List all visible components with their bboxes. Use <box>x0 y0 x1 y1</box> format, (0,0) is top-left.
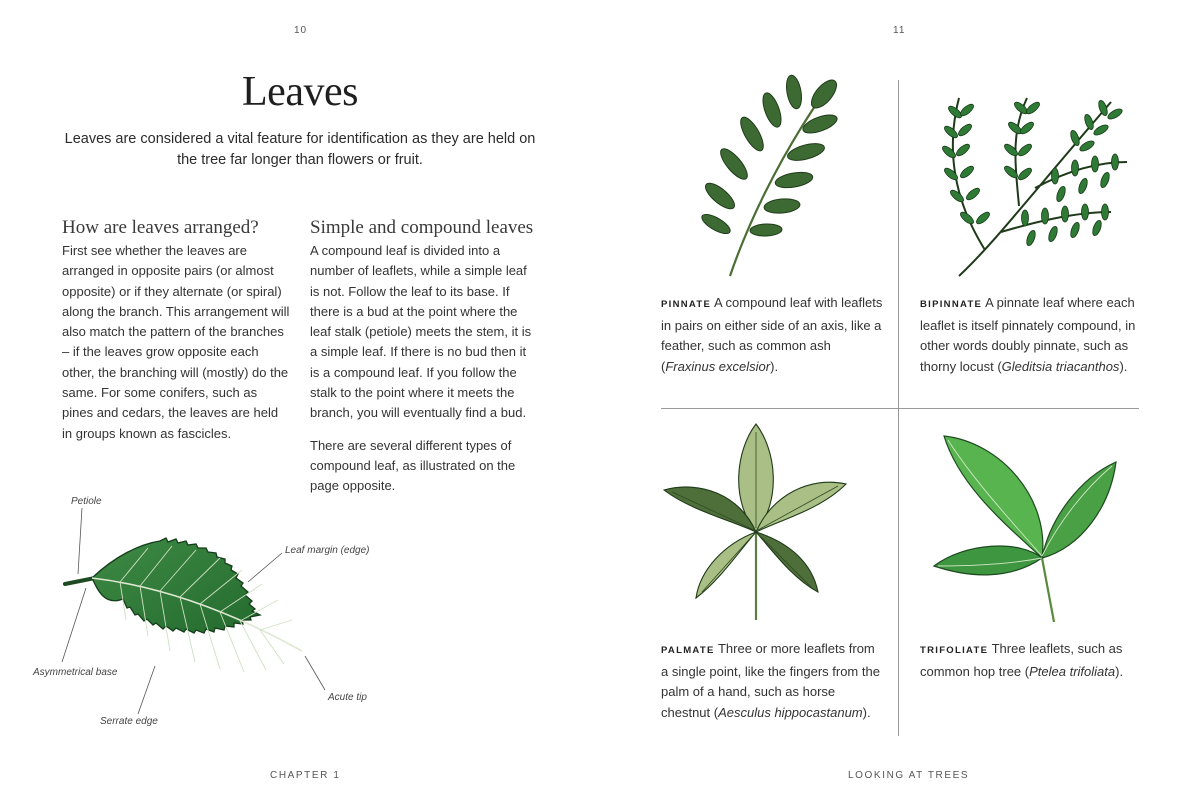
arrangement-text <box>62 241 290 444</box>
compound-paragraph-2: There are several different types of compound leaf, as illustrated on the page opposite. <box>310 437 516 494</box>
pinnate-leaf-illustration <box>690 72 850 282</box>
right-page-number: 11 <box>893 25 906 36</box>
caption-pinnate <box>661 293 885 377</box>
arrangement-paragraph: First see whether the leaves are arranged in opposite pairs (or almost opposite) or if they alternate (or spiral) along the branch. This arrangement will also match the pattern of the branches – if the leaves grow opposite each other, the branching will (mostly) do the same. For some conifers, such as pines and cedars, the leaves are held in groups known as fascicles. <box>62 243 290 441</box>
left-page-number: 10 <box>294 25 308 36</box>
bipinnate-leaf-illustration <box>915 82 1135 282</box>
species-trifoliate: Ptelea trifoliata <box>1029 663 1116 679</box>
page-title: Leaves <box>242 69 358 115</box>
end-bipinnate: ). <box>1119 358 1128 374</box>
compound-text <box>310 241 532 497</box>
end-palmate: ). <box>862 704 871 720</box>
term-bipinnate: BIPINNATE <box>920 299 983 310</box>
compound-heading: Simple and compound leaves <box>310 217 534 238</box>
species-bipinnate: Gleditsia triacanthos <box>1001 358 1120 374</box>
species-palmate: Aesculus hippocastanum <box>718 704 863 720</box>
right-footer: LOOKING AT TREES <box>848 770 970 781</box>
label-serrate-edge: Serrate edge <box>100 716 158 727</box>
palmate-leaf-illustration <box>660 420 850 620</box>
caption-trifoliate <box>920 639 1142 682</box>
simple-leaf-illustration <box>65 538 302 672</box>
desc-palmate: Three or more leaflets from a single point, like the fingers from the palm of a hand, such as horse chestnut ( <box>661 641 880 720</box>
intro-paragraph: Leaves are considered a vital feature for identification as they are held on the tree far longer than flowers or fruit. <box>64 131 536 168</box>
term-pinnate: PINNATE <box>661 299 712 310</box>
term-palmate: PALMATE <box>661 645 715 656</box>
caption-bipinnate <box>920 293 1144 377</box>
end-pinnate: ). <box>770 358 779 374</box>
horizontal-divider <box>661 408 1139 409</box>
desc-bipinnate: A pinnate leaf where each leaflet is itself pinnately compound, in other words doubly pinnate, such as thorny locust ( <box>920 295 1136 374</box>
end-trifoliate: ). <box>1115 663 1124 679</box>
caption-palmate <box>661 639 885 723</box>
label-petiole: Petiole <box>71 496 102 507</box>
label-asymmetrical-base: Asymmetrical base <box>33 667 118 678</box>
label-leaf-margin: Leaf margin (edge) <box>285 545 370 556</box>
compound-paragraph-1: A compound leaf is divided into a number of leaflets, while a simple leaf is not. Follow the leaf to its base. If there is a bud at the point where the leaf stalk (petiole) meets the stem, it is a simple leaf. If there is no bud then it is a compound leaf. If you follow the stalk to the point where it meets the branch, you will eventually find a bud. <box>310 243 532 421</box>
species-pinnate: Fraxinus excelsior <box>665 358 771 374</box>
label-acute-tip: Acute tip <box>328 692 367 703</box>
left-footer: CHAPTER 1 <box>270 770 341 781</box>
term-trifoliate: TRIFOLIATE <box>920 645 989 656</box>
desc-pinnate: A compound leaf with leaflets in pairs on either side of an axis, like a feather, such as common ash ( <box>661 295 883 374</box>
desc-trifoliate: Three leaflets, such as common hop tree ( <box>920 641 1123 679</box>
trifoliate-leaf-illustration <box>930 428 1120 624</box>
leaf-anatomy-diagram <box>20 486 400 736</box>
arrangement-heading: How are leaves arranged? <box>62 217 259 238</box>
